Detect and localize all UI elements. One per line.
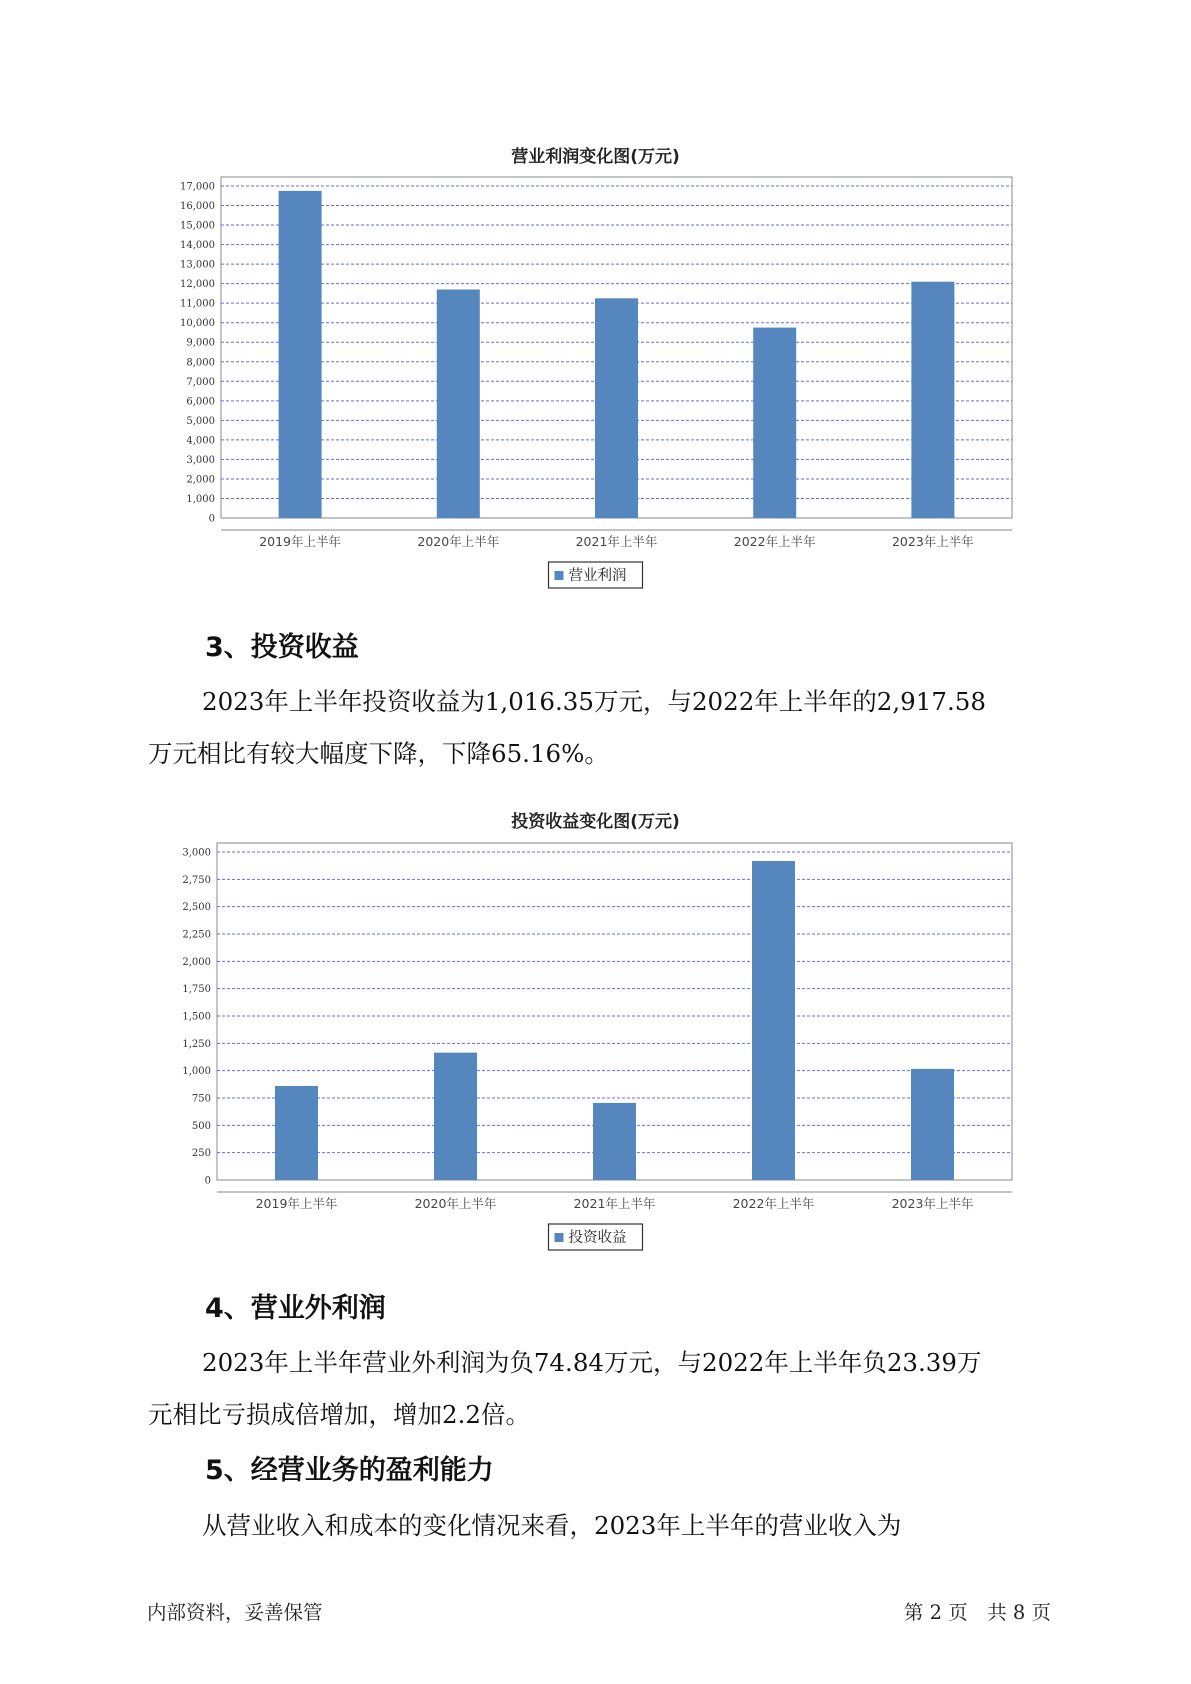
x-tick-label: 2023年上半年 [891, 534, 974, 549]
y-tick-label: 2,500 [182, 902, 211, 914]
y-tick-label: 750 [191, 1093, 211, 1105]
y-tick-label: 7,000 [186, 376, 215, 388]
x-tick-label: 2022年上半年 [732, 1196, 815, 1211]
y-tick-label: 2,750 [182, 874, 211, 886]
y-tick-label: 5,000 [186, 415, 215, 427]
y-tick-label: 250 [191, 1148, 211, 1160]
y-tick-label: 6,000 [186, 396, 215, 408]
paragraph-line: 2023年上半年营业外利润为负74.84万元，与2022年上半年负23.39万 [202, 1348, 982, 1377]
bar [752, 861, 795, 1180]
y-tick-label: 1,750 [182, 984, 211, 996]
y-tick-label: 2,000 [182, 956, 211, 968]
bar [911, 1069, 954, 1180]
y-tick-label: 8,000 [186, 357, 215, 369]
y-tick-label: 14,000 [180, 240, 215, 252]
x-tick-label: 2020年上半年 [417, 534, 500, 549]
y-tick-label: 9,000 [186, 337, 215, 349]
chart-title-investment-income: 投资收益变化图(万元) [511, 812, 680, 832]
y-tick-label: 10,000 [180, 318, 215, 330]
paragraph-line: 万元相比有较大幅度下降，下降65.16%。 [148, 739, 609, 768]
x-tick-label: 2019年上半年 [255, 1196, 338, 1211]
x-tick-label: 2019年上半年 [259, 534, 342, 549]
y-tick-label: 500 [191, 1120, 211, 1132]
footer-page-number: 第 2 页 共 8 页 [903, 1601, 1051, 1624]
heading-investment-income: 3、投资收益 [205, 632, 359, 663]
bar [275, 1086, 318, 1180]
y-tick-label: 1,000 [182, 1066, 211, 1078]
paragraph-line: 2023年上半年投资收益为1,016.35万元，与2022年上半年的2,917.58 [202, 687, 986, 716]
legend-label: 投资收益 [568, 1230, 627, 1246]
bar [434, 1053, 477, 1180]
y-tick-label: 2,250 [182, 929, 211, 941]
y-tick-label: 12,000 [180, 279, 215, 291]
y-tick-label: 11,000 [180, 298, 215, 310]
footer-confidential-note: 内部资料，妥善保管 [147, 1601, 323, 1624]
heading-profitability: 5、经营业务的盈利能力 [205, 1455, 494, 1486]
x-tick-label: 2022年上半年 [733, 534, 816, 549]
paragraph-line: 从营业收入和成本的变化情况来看，2023年上半年的营业收入为 [202, 1511, 902, 1540]
paragraph-line: 元相比亏损成倍增加，增加2.2倍。 [148, 1400, 530, 1429]
y-tick-label: 15,000 [180, 220, 215, 232]
y-tick-label: 1,250 [182, 1038, 211, 1050]
chart-title-operating-profit: 营业利润变化图(万元) [511, 147, 680, 167]
paragraph-profitability [148, 1500, 1048, 1552]
y-tick-label: 1,500 [182, 1011, 211, 1023]
legend-swatch [555, 1233, 564, 1242]
bar [593, 1103, 636, 1180]
y-tick-label: 1,000 [186, 493, 215, 505]
heading-non-operating-profit: 4、营业外利润 [205, 1293, 386, 1324]
y-tick-label: 2,000 [186, 474, 215, 486]
x-tick-label: 2020年上半年 [414, 1196, 497, 1211]
x-tick-label: 2021年上半年 [573, 1196, 656, 1211]
paragraph-non-operating-profit [148, 1337, 1048, 1441]
legend-label: 营业利润 [568, 568, 627, 584]
y-tick-label: 4,000 [186, 435, 215, 447]
y-tick-label: 3,000 [182, 847, 211, 859]
y-tick-label: 13,000 [180, 259, 215, 271]
x-tick-label: 2023年上半年 [891, 1196, 974, 1211]
x-tick-label: 2021年上半年 [575, 534, 658, 549]
y-tick-label: 3,000 [186, 454, 215, 466]
y-tick-label: 0 [204, 1175, 211, 1187]
y-tick-label: 16,000 [180, 201, 215, 213]
y-tick-label: 0 [208, 513, 215, 525]
y-tick-label: 17,000 [180, 181, 215, 193]
